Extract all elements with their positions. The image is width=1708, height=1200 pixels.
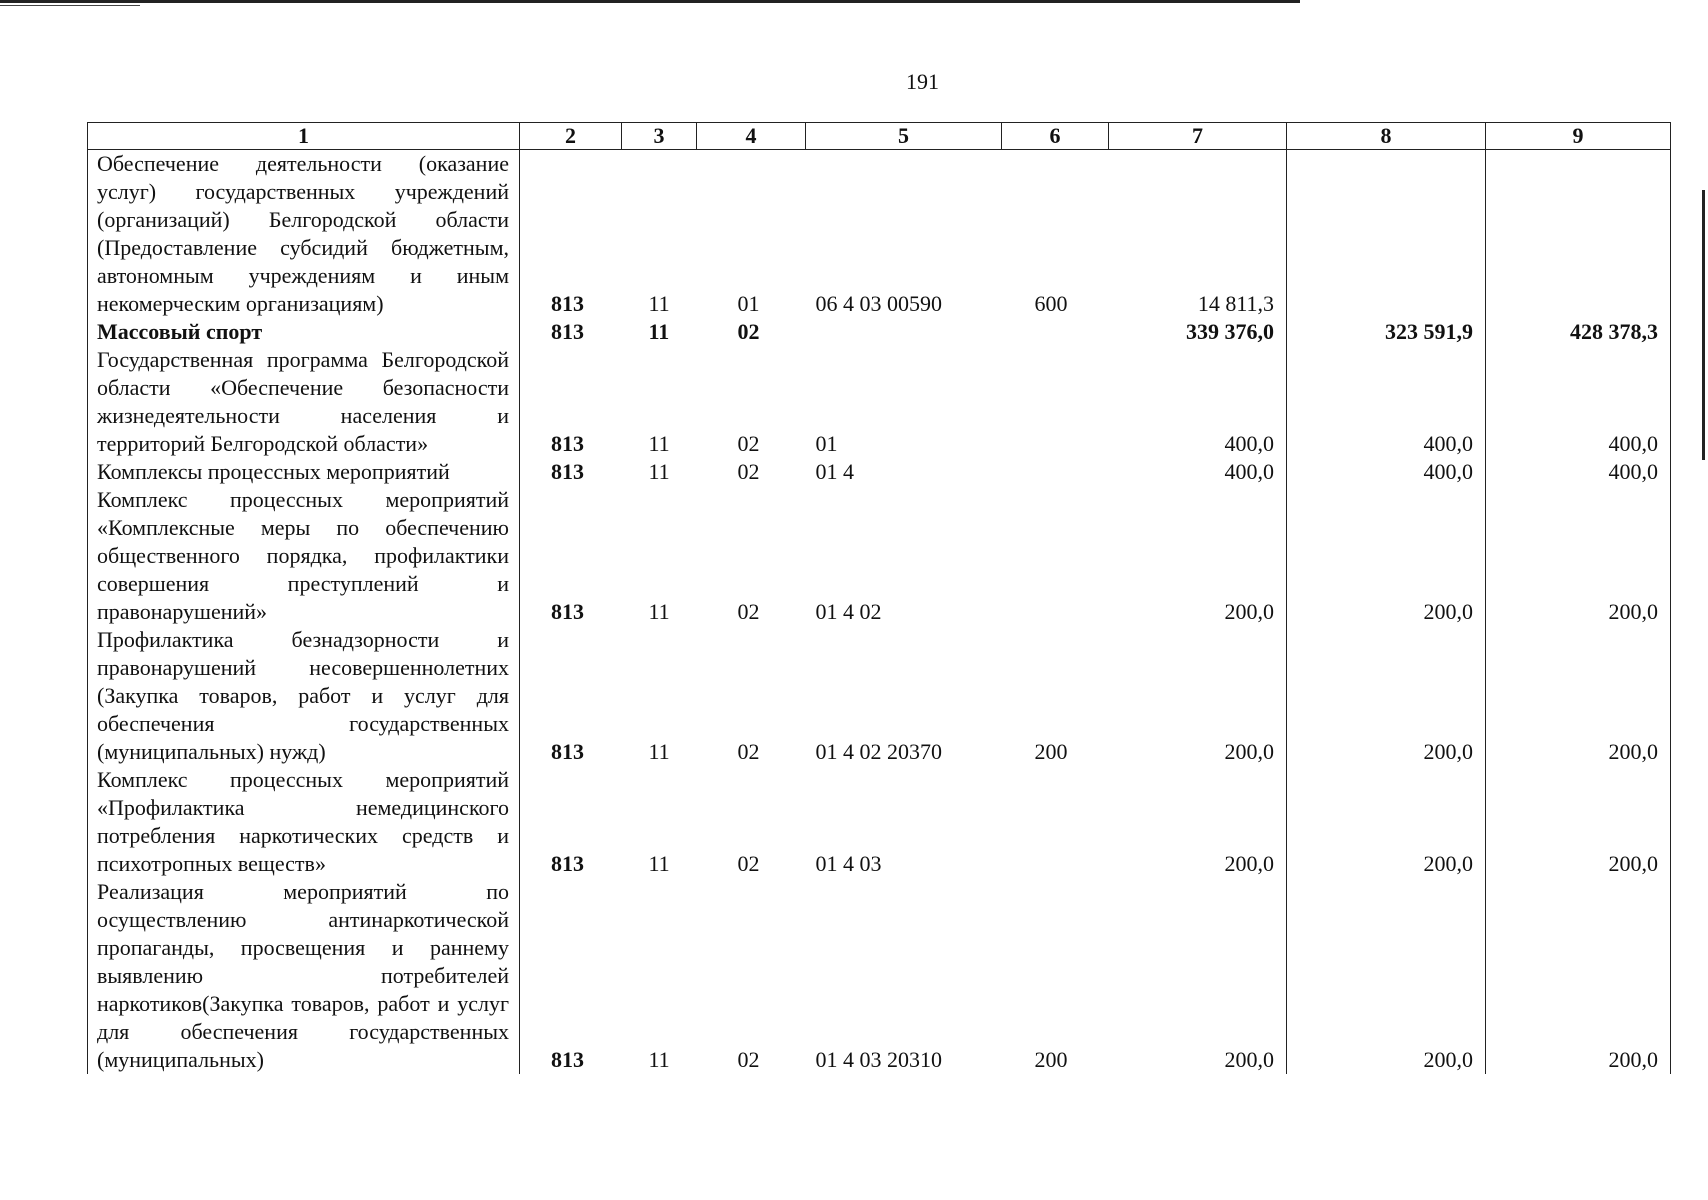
cell-gr: 813 — [551, 739, 584, 764]
row-name: Обеспечение деятельности (оказание услуг) государственных учреждений (организаций) Белгородской области (Предоставление субсидий бюджетным, автономным учреждениям и иным некомерческим организациям) — [88, 150, 520, 319]
table-row — [88, 150, 1671, 319]
row-name: Комплекс процессных мероприятий «Профилактика немедицинского потребления наркотических средств и психотропных веществ» — [88, 766, 520, 878]
top-rule-thin — [0, 5, 140, 6]
cell-year2: 200,0 — [1287, 766, 1486, 878]
cell-pr: 02 — [737, 599, 760, 624]
cell-gr: 813 — [551, 851, 584, 876]
cell-rz: 11 — [648, 291, 670, 316]
cell-year2: 400,0 — [1287, 346, 1486, 458]
table-row — [88, 626, 1671, 766]
cell-vr — [1002, 458, 1109, 486]
cell-gr: 813 — [551, 1047, 584, 1072]
cell-rz: 11 — [648, 599, 670, 624]
cell-year3: 200,0 — [1486, 766, 1671, 878]
cell-year2: 200,0 — [1287, 486, 1486, 626]
page-number: 191 — [906, 69, 939, 94]
table-row — [88, 486, 1671, 626]
cell-vr — [1002, 486, 1109, 626]
cell-year3: 400,0 — [1486, 346, 1671, 458]
row-name: Комплекс процессных мероприятий «Комплексные меры по обеспечению общественного порядка, профилактики совершения преступлений и правонарушений» — [88, 486, 520, 626]
cell-year2: 200,0 — [1287, 626, 1486, 766]
cell-rz: 11 — [648, 319, 670, 344]
right-margin-rule — [1702, 190, 1705, 460]
column-header: 5 — [806, 123, 1002, 150]
budget-table — [87, 122, 1671, 1074]
cell-pr: 02 — [737, 459, 760, 484]
cell-year3: 200,0 — [1486, 486, 1671, 626]
cell-year3: 200,0 — [1486, 878, 1671, 1074]
cell-vr: 200 — [1034, 739, 1068, 764]
cell-pr: 01 — [737, 291, 760, 316]
cell-rz: 11 — [648, 431, 670, 456]
cell-csr: 01 4 02 20370 — [815, 739, 942, 764]
cell-gr: 813 — [551, 431, 584, 456]
cell-year3: 200,0 — [1486, 626, 1671, 766]
cell-pr: 02 — [737, 431, 760, 456]
cell-rz: 11 — [648, 739, 670, 764]
cell-csr: 01 4 — [815, 459, 854, 484]
column-header: 9 — [1486, 123, 1671, 150]
row-name: Массовый спорт — [88, 318, 520, 346]
table-row — [88, 458, 1671, 486]
cell-csr: 06 4 03 00590 — [815, 291, 942, 316]
cell-csr: 01 4 03 — [815, 851, 882, 876]
cell-year1: 14 811,3 — [1109, 150, 1287, 319]
cell-year1: 400,0 — [1109, 458, 1287, 486]
cell-year3 — [1486, 150, 1671, 319]
cell-gr: 813 — [551, 291, 584, 316]
top-rule — [0, 0, 1300, 3]
cell-pr: 02 — [737, 319, 760, 344]
table-row — [88, 318, 1671, 346]
cell-year1: 339 376,0 — [1109, 318, 1287, 346]
column-header: 4 — [697, 123, 806, 150]
cell-rz: 11 — [648, 851, 670, 876]
cell-vr — [1002, 346, 1109, 458]
cell-year2: 200,0 — [1287, 878, 1486, 1074]
cell-pr: 02 — [737, 739, 760, 764]
cell-vr: 200 — [1034, 1047, 1068, 1072]
cell-csr — [806, 318, 1002, 346]
cell-year1: 400,0 — [1109, 346, 1287, 458]
cell-year2: 323 591,9 — [1287, 318, 1486, 346]
cell-year1: 200,0 — [1109, 766, 1287, 878]
cell-rz: 11 — [648, 459, 670, 484]
column-header: 2 — [520, 123, 622, 150]
column-header: 1 — [88, 123, 520, 150]
row-name: Профилактика безнадзорности и правонарушений несовершеннолетних (Закупка товаров, работ и услуг для обеспечения государственных (муниципальных) нужд) — [88, 626, 520, 766]
cell-year1: 200,0 — [1109, 486, 1287, 626]
column-header: 6 — [1002, 123, 1109, 150]
table-row — [88, 766, 1671, 878]
cell-pr: 02 — [737, 851, 760, 876]
cell-year3: 400,0 — [1486, 458, 1671, 486]
cell-year2 — [1287, 150, 1486, 319]
row-name: Государственная программа Белгородской области «Обеспечение безопасности жизнедеятельности населения и территорий Белгородской области» — [88, 346, 520, 458]
cell-year3: 428 378,3 — [1486, 318, 1671, 346]
cell-csr: 01 — [815, 431, 838, 456]
table-row — [88, 346, 1671, 458]
cell-csr: 01 4 02 — [815, 599, 882, 624]
cell-gr: 813 — [551, 459, 584, 484]
column-header: 7 — [1109, 123, 1287, 150]
cell-year1: 200,0 — [1109, 626, 1287, 766]
cell-vr — [1002, 766, 1109, 878]
cell-vr — [1002, 318, 1109, 346]
cell-pr: 02 — [737, 1047, 760, 1072]
column-header: 8 — [1287, 123, 1486, 150]
cell-vr: 600 — [1034, 291, 1068, 316]
cell-csr: 01 4 03 20310 — [815, 1047, 942, 1072]
column-header: 3 — [622, 123, 697, 150]
table-row — [88, 878, 1671, 1074]
cell-rz: 11 — [648, 1047, 670, 1072]
row-name: Комплексы процессных мероприятий — [88, 458, 520, 486]
row-name: Реализация мероприятий по осуществлению антинаркотической пропаганды, просвещения и раннему выявлению потребителей наркотиков(Закупка товаров, работ и услуг для обеспечения государственных (муниципальных) — [88, 878, 520, 1074]
cell-gr: 813 — [551, 319, 584, 344]
cell-year1: 200,0 — [1109, 878, 1287, 1074]
cell-year2: 400,0 — [1287, 458, 1486, 486]
cell-gr: 813 — [551, 599, 584, 624]
header-row — [88, 123, 1671, 150]
